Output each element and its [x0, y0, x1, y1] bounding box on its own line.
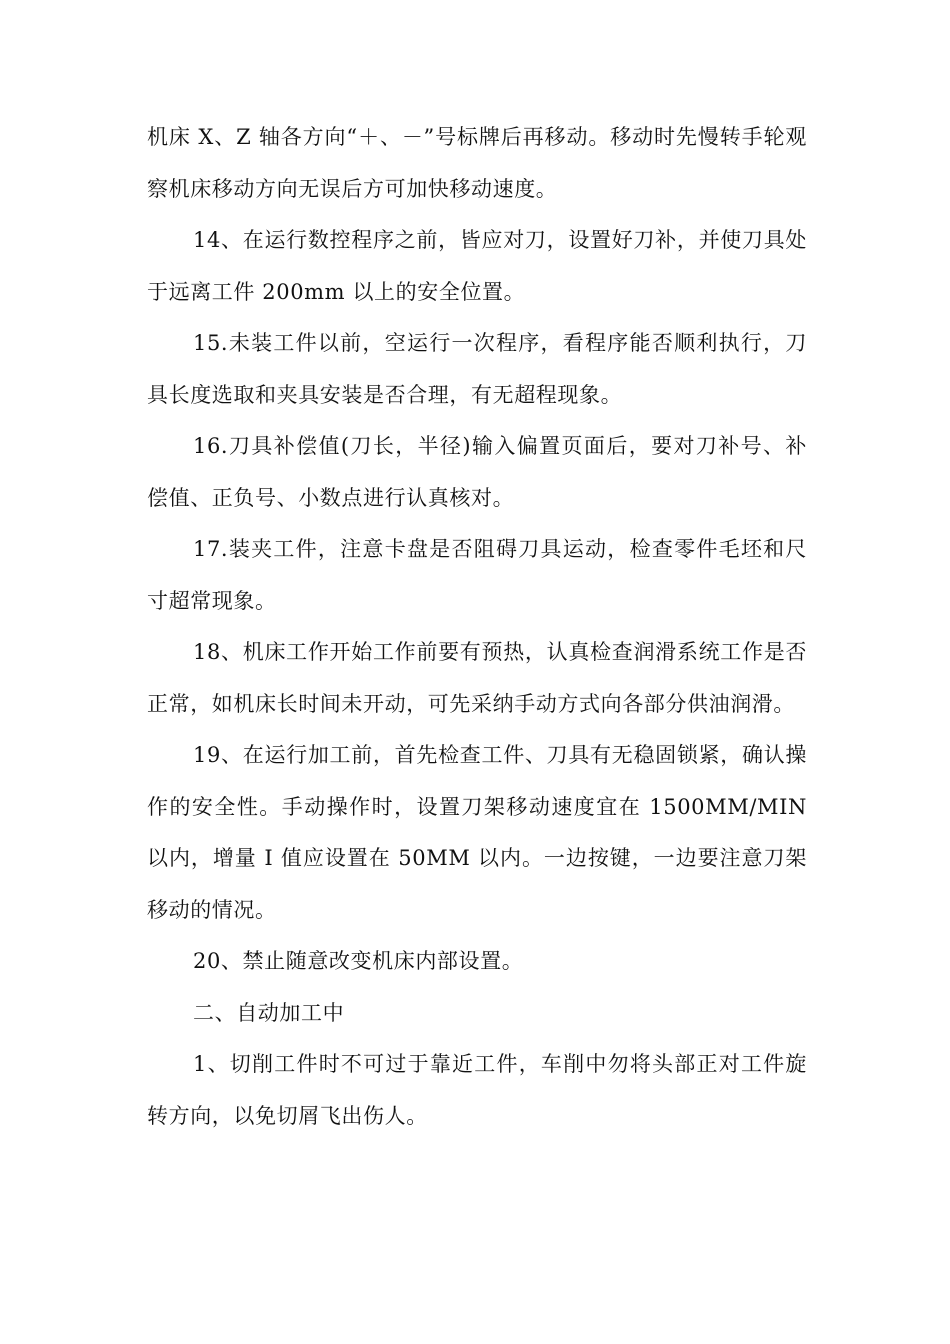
paragraph-item-17: 17.装夹工件，注意卡盘是否阻碍刀具运动，检查零件毛坯和尺寸超常现象。	[147, 537, 807, 613]
paragraph-continuation: 机床 X、Z 轴各方向“＋、－”号标牌后再移动。移动时先慢转手轮观察机床移动方向无误后方可加快移动速度。	[147, 125, 807, 201]
document-body	[147, 112, 807, 1142]
paragraph-item-19: 19、在运行加工前，首先检查工件、刀具有无稳固锁紧，确认操作的安全性。手动操作时，设置刀架移动速度宜在 1500MM/MIN 以内，增量 I 值应设置在 50MM 以内。一边按键，一边要注意刀架移动的情况。	[147, 743, 807, 922]
paragraph-item-20: 20、禁止随意改变机床内部设置。	[193, 949, 524, 973]
paragraph-item-15: 15.未装工件以前，空运行一次程序，看程序能否顺利执行，刀具长度选取和夹具安装是否合理，有无超程现象。	[147, 331, 807, 407]
paragraph-item-16: 16.刀具补偿值(刀长，半径)输入偏置页面后，要对刀补号、补偿值、正负号、小数点进行认真核对。	[147, 434, 807, 510]
section-heading: 二、自动加工中	[193, 1000, 345, 1025]
paragraph-item-14: 14、在运行数控程序之前，皆应对刀，设置好刀补，并使刀具处于远离工件 200mm 以上的安全位置。	[147, 228, 807, 304]
paragraph-item-18: 18、机床工作开始工作前要有预热，认真检查润滑系统工作是否正常，如机床长时间未开动，可先采纳手动方式向各部分供油润滑。	[147, 640, 807, 716]
paragraph-auto-item-1: 1、切削工件时不可过于靠近工件，车削中勿将头部正对工件旋转方向，以免切屑飞出伤人。	[147, 1052, 807, 1128]
